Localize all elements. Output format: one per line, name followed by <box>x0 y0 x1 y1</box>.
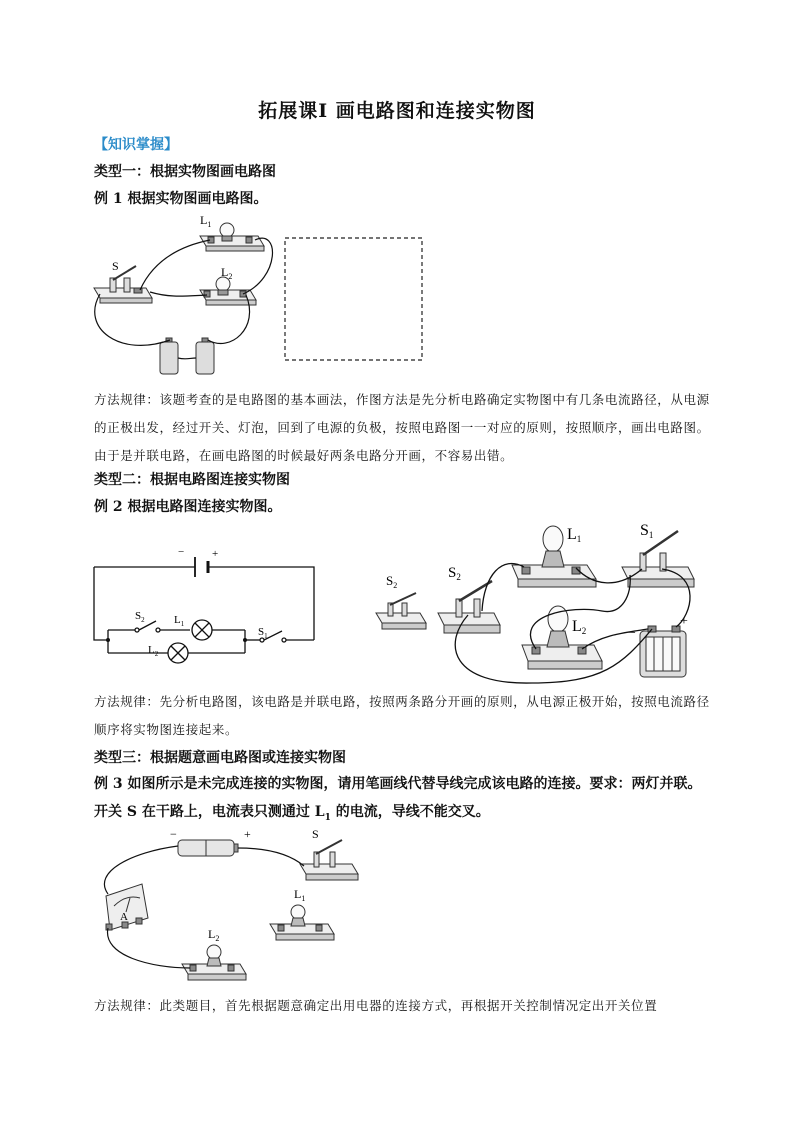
type2-heading: 类型二：根据电路图连接实物图 <box>94 472 290 488</box>
label-s2-right: $S_2$ <box>448 565 461 582</box>
label-plus: + <box>680 614 688 629</box>
type1-heading: 类型一：根据实物图画电路图 <box>94 164 276 180</box>
switch-s2-right <box>438 581 500 633</box>
battery-box <box>640 626 686 677</box>
type3-heading: 类型三：根据题意画电路图或连接实物图 <box>94 750 346 766</box>
battery-pair <box>160 338 214 374</box>
label-l1: $L_1$ <box>174 614 185 628</box>
label-s1: S1 <box>640 522 654 540</box>
ammeter <box>106 884 148 930</box>
example1-prompt: 例 1 根据实物图画电路图。 <box>94 191 268 207</box>
label-s: S <box>312 827 319 841</box>
label-l2: $L_2$ <box>148 644 159 658</box>
label-l2: L2 <box>572 618 587 636</box>
label-s1: $S_1$ <box>258 626 268 640</box>
label-a: A <box>120 911 128 923</box>
label-plus: + <box>212 548 219 560</box>
example1-figure <box>90 208 440 378</box>
example2-prompt: 例 2 根据电路图连接实物图。 <box>94 499 282 515</box>
example2-schematic <box>90 545 320 670</box>
method-2: 方法规律：先分析电路图，该电路是并联电路，按照两条路分开画的原则，从电源正极开始，按照电流路径顺序将实物图连接起来。 <box>94 694 710 737</box>
switch-s2-left <box>376 593 426 629</box>
method-3: 方法规律：此类题目，首先根据题意确定出用电器的连接方式，再根据开关控制情况定出开关位置 <box>94 998 658 1013</box>
label-s2-left: $S_2$ <box>386 573 398 590</box>
label-minus: − <box>178 546 185 558</box>
label-minus: − <box>170 827 177 841</box>
example3-prompt <box>94 770 734 832</box>
label-l1: L1 <box>567 526 582 544</box>
answer-box <box>285 238 422 360</box>
label-plus: + <box>244 827 251 841</box>
lamp-l2 <box>522 606 602 669</box>
label-s: S <box>112 259 119 273</box>
label-l1: $L_1$ <box>294 887 306 903</box>
example2-physical <box>372 515 704 690</box>
lamp-l1 <box>512 526 596 587</box>
lamp-l2 <box>182 945 246 980</box>
example3-line2: 开关 S 在干路上，电流表只测通过 $L_1$ 的电流，导线不能交叉。 <box>94 804 490 823</box>
label-minus: − <box>628 626 636 641</box>
battery <box>178 840 238 856</box>
switch-s <box>300 840 358 880</box>
example3-line1: 例 3 如图所示是未完成连接的实物图，请用笔画线代替导线完成该电路的连接。要求：两灯并联。 <box>94 776 702 792</box>
example3-figure <box>92 826 372 991</box>
label-l2: $L_2$ <box>208 927 220 943</box>
label-s2: $S_2$ <box>135 610 145 624</box>
method-1: 方法规律：该题考查的是电路图的基本画法，作图方法是先分析电路确定实物图中有几条电流路径，从电源的正极出发，经过开关、灯泡，回到了电源的负极，按照电路图一一对应的原则，按照顺序，画出电路图。由于是并联电路，在画电路图的时候最好两条电路分开画，不容易出错。 <box>94 392 710 463</box>
lamp-l1 <box>270 905 334 940</box>
section-tag: 【知识掌握】 <box>94 137 178 153</box>
label-l2: $L_2$ <box>221 265 233 281</box>
label-l1: $L_1$ <box>200 213 212 229</box>
page-title: 拓展课Ⅰ 画电路图和连接实物图 <box>258 100 536 122</box>
